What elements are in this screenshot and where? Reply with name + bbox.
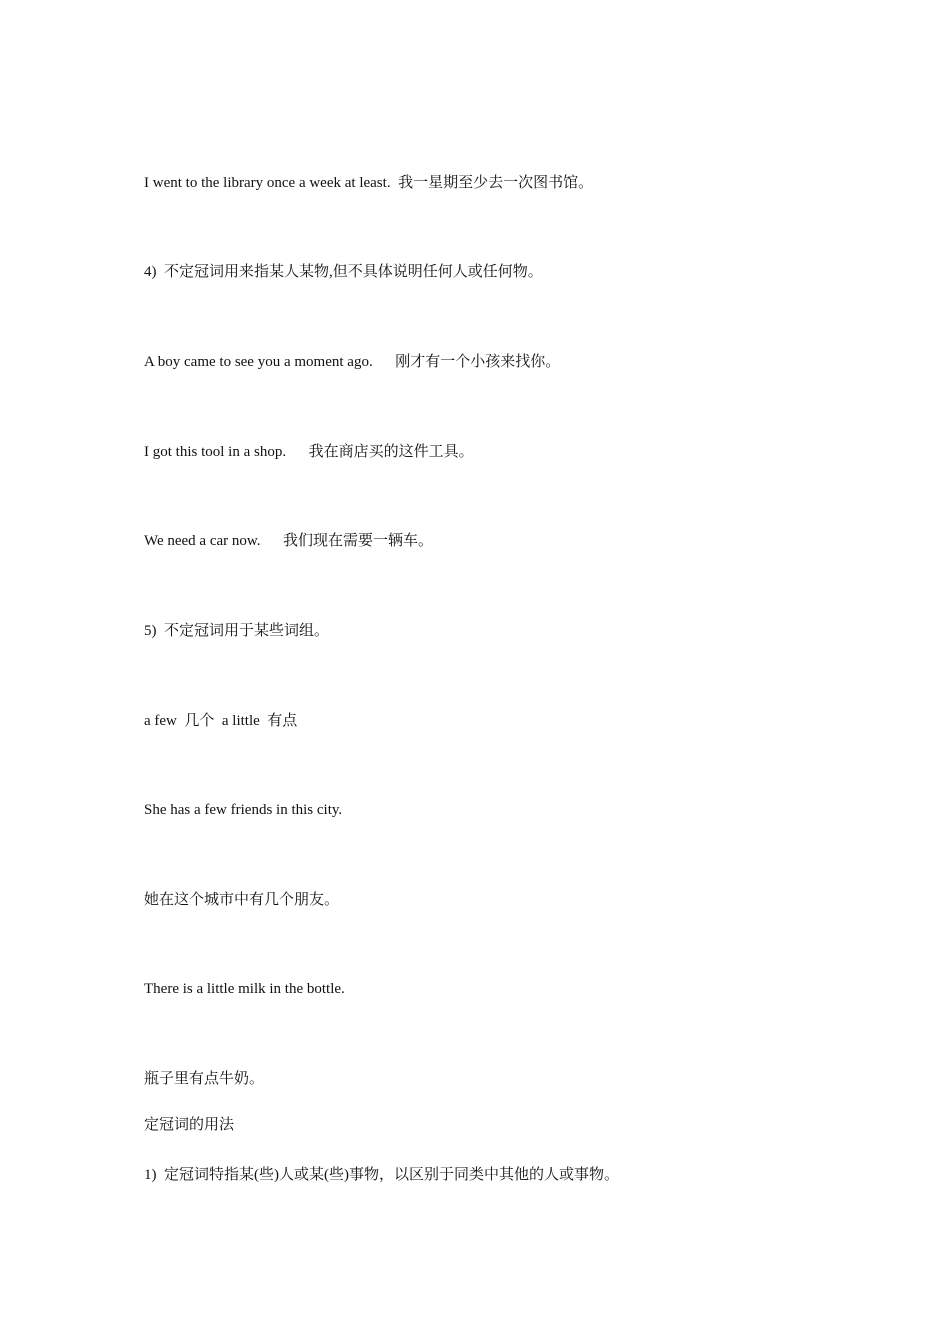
section-heading-definite-article: 定冠词的用法 [144,1117,235,1133]
rule-4-heading: 4) 不定冠词用来指某人某物,但不具体说明任何人或任何物。 [144,264,543,280]
example-translation-friends: 她在这个城市中有几个朋友。 [144,892,340,908]
example-sentence-boy: A boy came to see you a moment ago. 刚才有一个小孩来找你。 [144,354,561,370]
example-sentence-friends: She has a few friends in this city. [144,802,343,818]
example-sentence-library: I went to the library once a week at least. 我一星期至少去一次图书馆。 [144,175,594,191]
example-translation-milk: 瓶子里有点牛奶。 [144,1071,265,1087]
phrase-examples: a few 几个 a little 有点 [144,713,298,729]
example-sentence-tool: I got this tool in a shop. 我在商店买的这件工具。 [144,444,474,460]
example-sentence-milk: There is a little milk in the bottle. [144,981,345,997]
rule-1-heading: 1) 定冠词特指某(些)人或某(些)事物，以区别于同类中其他的人或事物。 [144,1167,619,1183]
rule-5-heading: 5) 不定冠词用于某些词组。 [144,623,329,639]
example-sentence-car: We need a car now. 我们现在需要一辆车。 [144,533,434,549]
